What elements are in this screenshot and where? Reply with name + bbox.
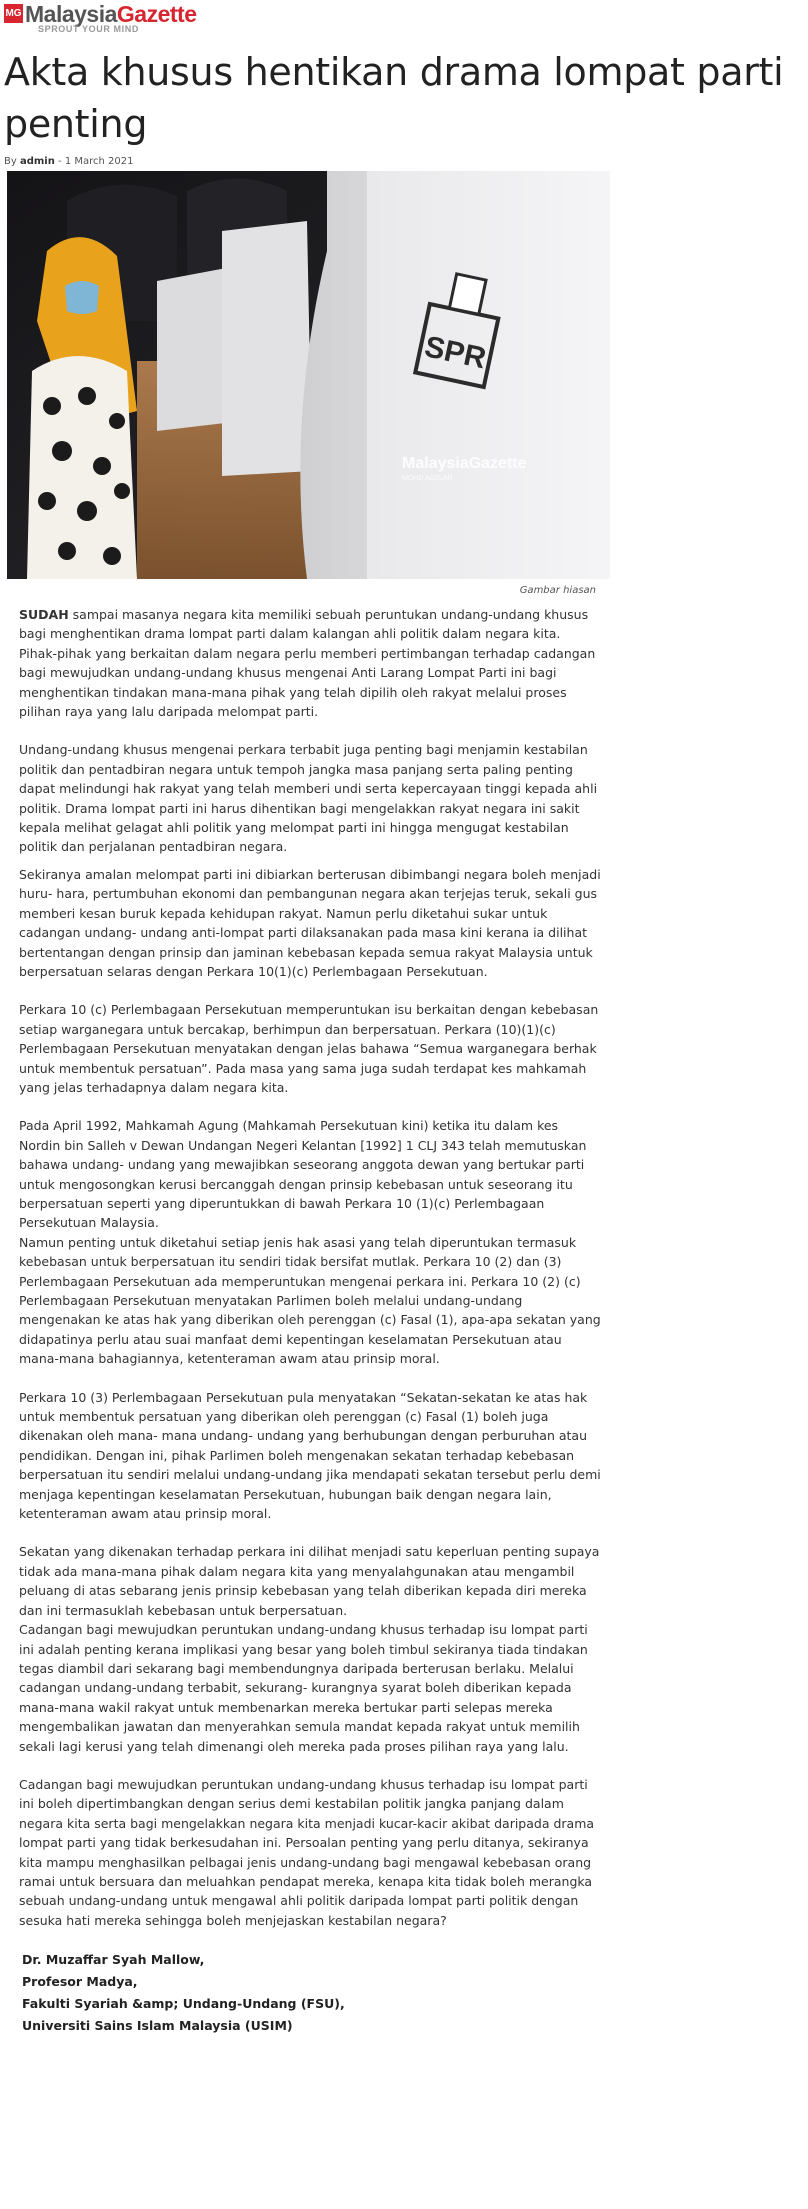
logo-word-malaysia: Malaysia <box>25 1 117 27</box>
logo-word-gazette: Gazette <box>116 1 197 27</box>
site-header <box>0 0 808 40</box>
spr-logo-text: SPR <box>421 330 489 376</box>
photo-watermark: MalaysiaGazette <box>402 455 527 472</box>
signature-position: Profesor Madya, <box>22 1974 138 1990</box>
signature-faculty: Fakulti Syariah &amp; Undang-Undang (FSU), <box>22 1996 345 2012</box>
article-paragraph: Perkara 10 (3) Perlembagaan Persekutuan pula menyatakan “Sekatan-sekatan ke atas hak untuk membentuk persatuan yang diberikan oleh perenggan (c) Fasal (1) boleh juga dikenakan oleh mana- mana undang- undang yang berhubungan dengan perburuhan atau pendidikan. Dengan ini, pihak Parlimen boleh mengenakan sekatan terhadap kebebasan berpersatuan itu sendiri melalui undang-undang jika mendapati sekatan tersebut perlu demi menjaga kepentingan keselamatan Persekutuan, hubungan baik dengan negara lain, ketenteraman awam atau prinsip moral. <box>19 1389 601 1522</box>
article-featured-image <box>7 171 610 579</box>
article-paragraph: SUDAH sampai masanya negara kita memiliki sebuah peruntukan undang-undang khusus bagi menghentikan drama lompat parti dalam kalangan ahli politik dalam negara kita. Pihak-pihak yang berkaitan dalam negara perlu memberi pertimbangan terhadap cadangan bagi mewujudkan undang-undang khusus mengenai Anti Larang Lompat Parti ini bagi menghentikan tindakan mana-mana pihak yang telah dipilih oleh rakyat melalui proses pilihan raya yang lalu daripada melompat parti. <box>19 607 596 720</box>
by-label: By <box>4 156 17 167</box>
article-meta: By admin - 1 March 2021 <box>4 156 134 167</box>
article-paragraph: Undang-undang khusus mengenai perkara terbabit juga penting bagi menjamin kestabilan politik dan pentadbiran negara untuk tempoh jangka masa panjang serta paling penting dapat melindungi hak rakyat yang telah memberi undi serta kepercayaan tinggi kepada ahli politik. Drama lompat parti ini harus dihentikan bagi mengelakkan rakyat negara ini sakit kepala melihat gelagat ahli politik yang melompat parti ini hingga mengugat kestabilan politik dan perjalanan pentadbiran negara. <box>19 742 598 855</box>
article-paragraph: Perkara 10 (c) Perlembagaan Persekutuan memperuntukan isu berkaitan dengan kebebasan setiap warganegara untuk bercakap, berhimpun dan berpersatuan. Perkara (10)(1)(c) Perlembagaan Persekutuan menyatakan dengan jelas bahawa “Semua warganegara berhak untuk membentuk persatuan”. Pada masa yang sama juga sudah terdapat kes mahkamah yang jelas terhadapnya dalam negara kita. <box>19 1002 599 1095</box>
article-paragraph: Cadangan bagi mewujudkan peruntukan undang-undang khusus terhadap isu lompat parti ini boleh dipertimbangkan dengan serius demi kestabilan politik jangka panjang dalam negara kita serta bagi mengelakkan negara kita menjadi kucar-kacir akibat daripada drama lompat parti yang tidak berkesudahan ini. Persoalan penting yang perlu ditanya, sekiranya kita mampu menghasilkan pelbagai jenis undang-undang bagi mengawal kebebasan orang ramai untuk bersuara dan meluahkan pendapat mereka, kenapa kita tidak boleh merangka sebuah undang-undang untuk mengawal ahli politik daripada lompat parti politik dengan sesuka hati mereka sehingga boleh menjejaskan kestabilan negara? <box>19 1776 595 1928</box>
article-paragraph: Sekatan yang dikenakan terhadap perkara ini dilihat menjadi satu keperluan penting supaya tidak ada mana-mana pihak dalam negara kita yang menyalahgunakan atau mengambil peluang di atas sebarang jenis prinsip kebebasan yang telah diberikan kepada diri mereka dan ini termasuklah kebebasan untuk berpersatuan. <box>19 1544 600 1618</box>
photo-credit: MOHD ADZLAN <box>402 475 453 482</box>
image-caption: Gambar hiasan <box>519 585 596 596</box>
lead-word: SUDAH <box>19 607 69 622</box>
voting-booth-photo <box>7 171 610 579</box>
article-body <box>19 605 602 2037</box>
author-link[interactable]: admin <box>19 156 55 167</box>
logo-badge: MG <box>4 4 23 23</box>
signature-name: Dr. Muzaffar Syah Mallow, <box>22 1952 205 1968</box>
article-title: Akta khusus hentikan drama lompat parti penting <box>4 50 784 146</box>
article-paragraph: Namun penting untuk diketahui setiap jenis hak asasi yang telah diperuntukan termasuk kebebasan untuk berpersatuan itu sendiri tidak bersifat mutlak. Perkara 10 (2) dan (3) Perlembagaan Persekutuan ada memperuntukan mengenai perkara ini. Perkara 10 (2) (c) Perlembagaan Persekutuan menyatakan Parlimen boleh melalui undang-undang mengenakan ke atas hak yang diberikan oleh perenggan (c) Fasal (1), apa-apa sekatan yang didapatinya perlu atau suai manfaat demi kepentingan keselamatan Persekutuan atau mana-mana bahagiannya, ketenteraman awam atau prinsip moral. <box>19 1234 601 1367</box>
article-paragraph: Pada April 1992, Mahkamah Agung (Mahkamah Persekutuan kini) ketika itu dalam kes Nordin bin Salleh v Dewan Undangan Negeri Kelantan [1992] 1 CLJ 343 telah memutuskan bahawa undang- undang yang mewajibkan seseorang anggota dewan yang bertukar parti untuk mengosongkan kerusi bercanggah dengan prinsip kebebasan untuk seseorang itu berpersatuan seperti yang diperuntukkan di bawah Perkara 10 (1)(c) Perlembagaan Persekutuan Malaysia. <box>19 1118 587 1231</box>
publish-date: 1 March 2021 <box>64 156 134 167</box>
signature-university: Universiti Sains Islam Malaysia (USIM) <box>22 2018 293 2034</box>
article-paragraph: Sekiranya amalan melompat parti ini dibiarkan berterusan dibimbangi negara boleh menjadi huru- hara, pertumbuhan ekonomi dan pembangunan negara akan terjejas teruk, sekali gus memberi kesan buruk kepada kehidupan rakyat. Namun perlu diketahui sukar untuk cadangan undang- undang anti-lompat parti dilaksanakan pada masa kini kerana ia dilihat bertentangan dengan prinsip dan jaminan kebebasan kepada semua rakyat Malaysia untuk berpersatuan selaras dengan Perkara 10(1)(c) Perlembagaan Persekutuan. <box>19 866 601 979</box>
article-paragraph: Cadangan bagi mewujudkan peruntukan undang-undang khusus terhadap isu lompat parti ini adalah penting kerana implikasi yang besar yang boleh timbul sekiranya tiada tindakan tegas diambil dari sekarang bagi membendungnya daripada berterusan berlaku. Melalui cadangan undang-undang terbabit, sekurang- kurangnya syarat boleh diberikan kepada mana-mana wakil rakyat untuk membenarkan mereka bertukar parti selepas mereka mengembalikan jawatan dan menyerahkan semula mandat kepada rakyat untuk memilih sekali lagi kerusi yang telah dimenangi oleh mereka pada proses pilihan raya yang lalu. <box>19 1622 588 1754</box>
site-tagline: SPROUT YOUR MIND <box>38 24 139 34</box>
author-signature <box>19 1949 602 2037</box>
site-logo[interactable] <box>4 2 808 26</box>
logo-wordmark <box>25 2 197 26</box>
